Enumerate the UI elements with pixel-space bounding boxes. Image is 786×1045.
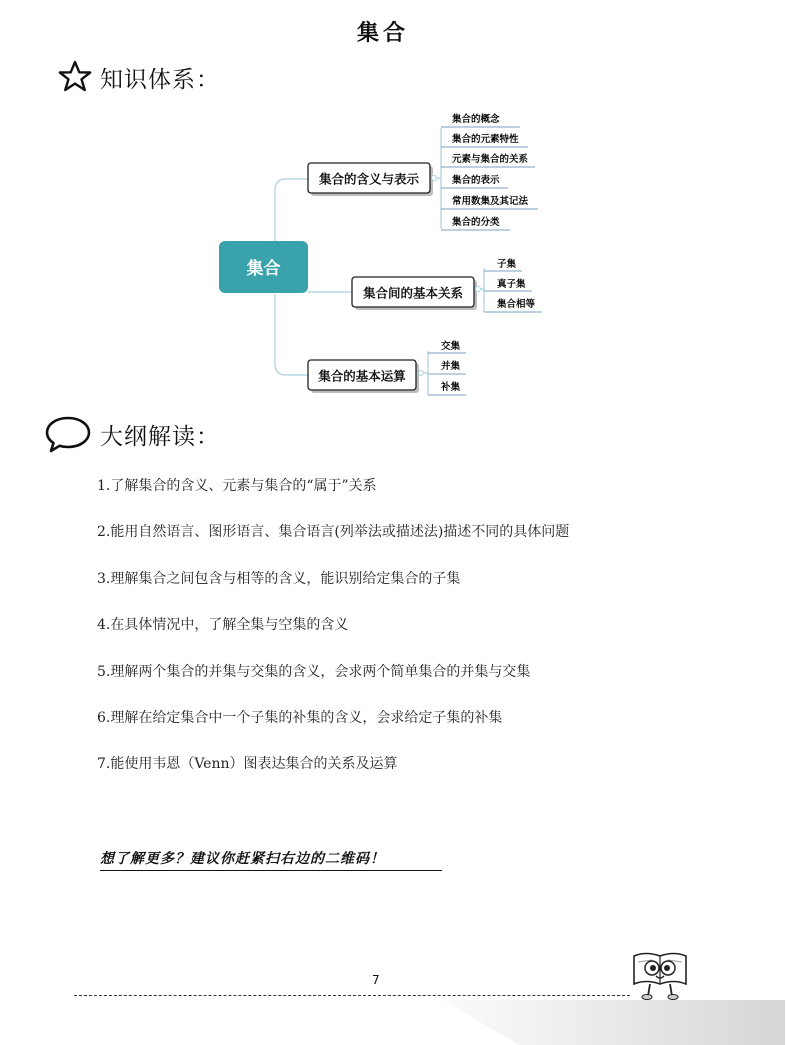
- outline-item-4: 4.在具体情况中，了解全集与空集的含义: [97, 617, 349, 634]
- knowledge-heading-label: 知识体系：: [100, 66, 220, 93]
- qr-call-to-action: 想了解更多？建议你赶紧扫右边的二维码！: [100, 848, 442, 871]
- branch-1-child: 集合的分类: [452, 217, 500, 228]
- mindmap-root-label: 集合: [246, 259, 281, 279]
- branch-1-dot: [432, 176, 437, 181]
- outline-heading: [44, 414, 220, 454]
- branch-2-children: [484, 258, 542, 312]
- outline-list: [97, 468, 737, 793]
- branch-1-child: 集合的元素特性: [452, 134, 519, 145]
- branch-1-label: 集合的含义与表示: [318, 171, 420, 187]
- branch-2-label: 集合间的基本关系: [362, 285, 464, 301]
- branch-2-child: 子集: [497, 259, 517, 270]
- knowledge-heading: [58, 60, 220, 94]
- branch-3-child: 补集: [441, 382, 461, 393]
- branch-1-children: [441, 113, 538, 230]
- outline-item-1: 1.了解集合的含义、元素与集合的“属于”关系: [97, 478, 377, 494]
- page-number: 7: [372, 973, 380, 987]
- outline-item-7: 7.能使用韦恩（Venn）图表达集合的关系及运算: [97, 756, 398, 773]
- branch-1-child: 集合的概念: [452, 114, 500, 125]
- branch-1-child: 元素与集合的关系: [452, 154, 529, 165]
- connector-root-branch-3: [275, 294, 309, 375]
- outline-item-5: 5.理解两个集合的并集与交集的含义，会求两个简单集合的并集与交集: [97, 663, 531, 680]
- outline-item-3: 3.理解集合之间包含与相等的含义，能识别给定集合的子集: [97, 570, 461, 587]
- branch-3-child: 并集: [441, 361, 461, 372]
- branch-3-label: 集合的基本运算: [318, 368, 406, 384]
- footer-dashed-line: [74, 995, 630, 996]
- branch-3-child: 交集: [441, 341, 461, 352]
- branch-1-child: 集合的表示: [452, 175, 500, 186]
- branch-2-child: 真子集: [497, 279, 526, 290]
- branch-1-child: 常用数集及其记法: [452, 196, 529, 207]
- page-title: 集合: [356, 21, 409, 46]
- footer-shadow-wedge: [405, 1000, 785, 1045]
- branch-2-dot: [476, 287, 481, 292]
- outline-item-2: 2.能用自然语言、图形语言、集合语言(列举法或描述法)描述不同的具体问题: [97, 524, 570, 541]
- outline-item-6: 6.理解在给定集合中一个子集的补集的含义，会求给定子集的补集: [97, 709, 503, 726]
- branch-2-child: 集合相等: [497, 299, 536, 310]
- mindmap: [0, 100, 786, 400]
- outline-heading-label: 大纲解读：: [100, 423, 220, 450]
- speech-bubble-icon: [44, 414, 92, 454]
- branch-3-dot: [419, 371, 424, 376]
- book-mascot-icon: [630, 950, 690, 1002]
- branch-3-children: [428, 340, 466, 395]
- star-outline-icon: [58, 60, 92, 94]
